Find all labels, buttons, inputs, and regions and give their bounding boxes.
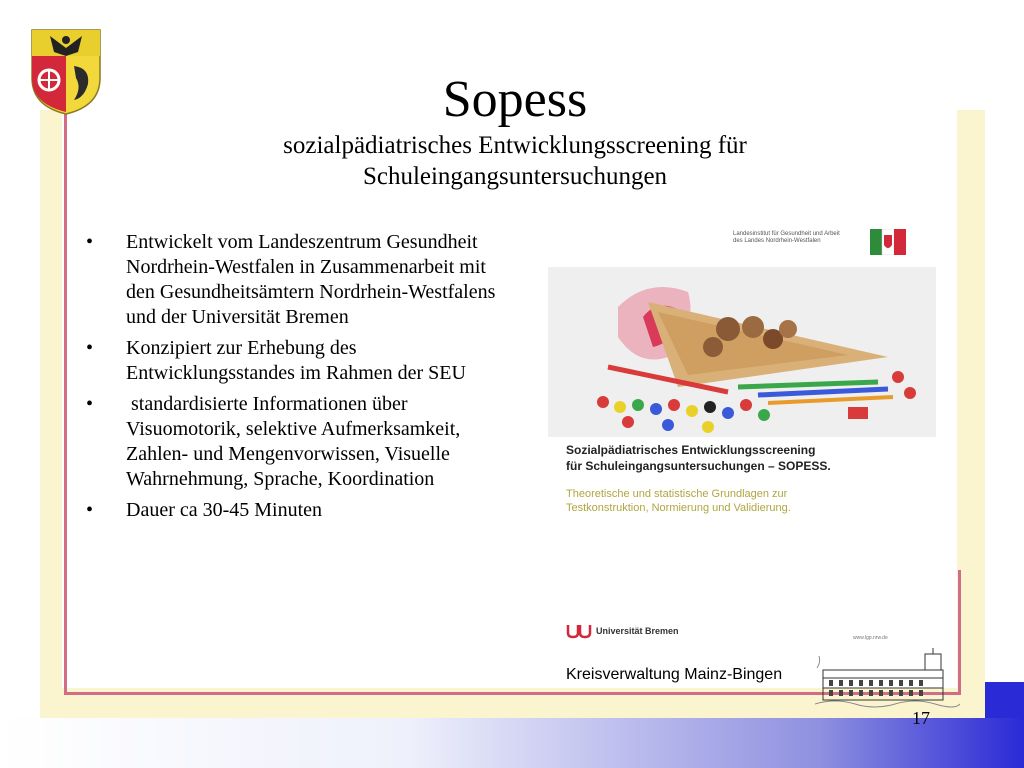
slide-title [200,70,830,192]
nrw-logo-icon [870,229,906,255]
cover-subtitle [566,487,926,515]
cover-title-line2: für Schuleingangsuntersuchungen – SOPESS. [566,459,831,473]
university-bremen-icon [566,623,592,639]
building-sketch-icon [815,648,960,710]
bullet-marker: • [86,231,94,253]
cover-sub-line1: Theoretische und statistische Grundlagen zur [566,488,788,500]
bullet-text: standardisierte Informationen über Visuomotorik, selektive Aufmerksamkeit, Zahlen- und Mengenvorwissen, Visuelle Wahrnehmung, Sprache, Koordination [126,393,466,490]
university-name: Universität Bremen [596,626,679,636]
title-sub-line1: sozialpädiatrisches Entwicklungsscreening für [283,132,747,159]
bullet-marker: • [86,499,94,521]
organization-name: Kreisverwaltung Mainz-Bingen [566,666,783,683]
university-logo [566,623,679,639]
bullet-text: Entwickelt vom Landeszentrum Gesundheit Nordrhein-Westfalen in Zusammenarbeit mit den Gesundheitsämtern Nordrhein-Westfalens und der Universität Bremen [126,231,496,328]
list-item [86,498,506,523]
page-number: 17 [912,708,930,728]
bullet-marker: • [86,337,94,359]
list-item [86,230,506,330]
list-item [86,336,506,386]
cover-url: www.lgp.nrw.de [853,635,888,641]
cover-title-line1: Sozialpädiatrisches Entwicklungsscreening [566,443,816,457]
bullet-text: Konzipiert zur Erhebung des Entwicklungsstandes im Rahmen der SEU [126,337,466,384]
title-sub-line2: Schuleingangsuntersuchungen [362,163,668,190]
book-cover-image [548,225,936,655]
bullet-marker: • [86,393,94,415]
school-cone-photo [548,267,936,437]
title-main: Sopess [442,71,588,128]
bullet-text: Dauer ca 30-45 Minuten [126,499,323,521]
frame-line-left [64,110,67,695]
coat-of-arms-logo [30,28,102,116]
cover-title [566,442,926,474]
bottom-gradient-bar [0,718,1024,768]
list-item [86,392,506,492]
cover-sub-line2: Testkonstruktion, Normierung und Validierung. [566,502,791,514]
bullet-list [86,230,506,529]
cover-publisher: Landesinstitut für Gesundheit und Arbeit des Landes Nordrhein-Westfalen [733,231,840,244]
blue-corner-block [985,682,1024,718]
